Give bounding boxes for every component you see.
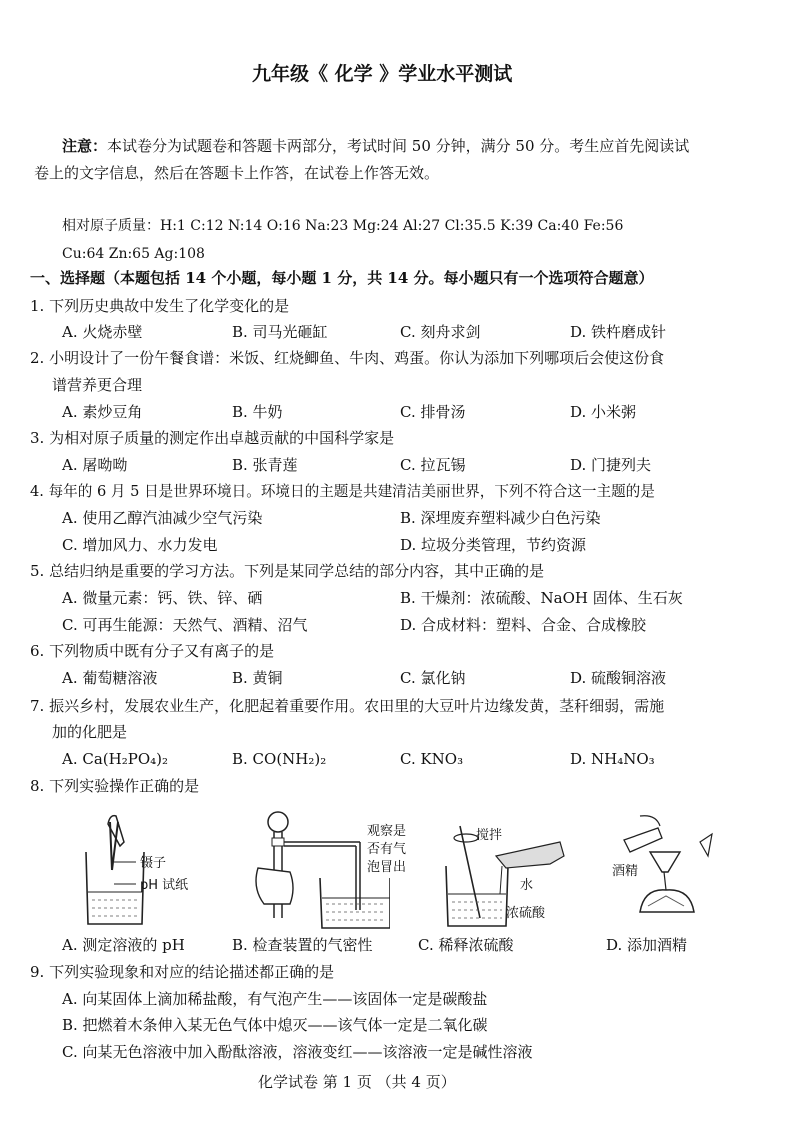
- question-2-stem: 2. 小明设计了一份午餐食谱：米饭、红烧鲫鱼、牛肉、鸡蛋。你认为添加下列哪项后会使这份食: [30, 349, 665, 367]
- notice-line-1: [62, 136, 689, 156]
- q8-option-d: D. 添加酒精: [606, 936, 688, 954]
- q8-option-c: C. 稀释浓硫酸: [418, 936, 514, 954]
- q9-option-c: C. 向某无色溶液中加入酚酞溶液，溶液变红——该溶液一定是碱性溶液: [62, 1043, 533, 1061]
- q8-option-b: B. 检查装置的气密性: [232, 936, 373, 954]
- q3-option-b: B. 张青莲: [232, 456, 298, 474]
- q2-option-c: C. 排骨汤: [400, 403, 466, 421]
- q9-option-b: B. 把燃着木条伸入某无色气体中熄灭——该气体一定是二氧化碳: [62, 1016, 488, 1034]
- label-conc-acid: 浓硫酸: [506, 906, 546, 921]
- notice-line-2: 卷上的文字信息，然后在答题卡上作答，在试卷上作答无效。: [34, 164, 440, 182]
- q8-option-a: A. 测定溶液的 pH: [62, 936, 185, 954]
- page-footer: 化学试卷 第 1 页 （共 4 页）: [258, 1073, 456, 1091]
- q4-option-a: A. 使用乙醇汽油减少空气污染: [62, 509, 263, 527]
- q5-option-a: A. 微量元素：钙、铁、锌、硒: [62, 589, 263, 607]
- label-ph-paper: pH 试纸: [140, 878, 189, 893]
- q2-option-b: B. 牛奶: [232, 403, 283, 421]
- q6-option-b: B. 黄铜: [232, 669, 283, 687]
- notice-text-1: 本试卷分为试题卷和答题卡两部分，考试时间 50 分钟，满分 50 分。考生应首先阅读试: [107, 137, 690, 155]
- q7-option-a: A. Ca(H₂PO₄)₂: [62, 750, 169, 768]
- q6-option-d: D. 硫酸铜溶液: [570, 669, 667, 687]
- question-2-stem-cont: 谱营养更合理: [52, 376, 143, 394]
- q4-option-d: D. 垃圾分类管理，节约资源: [400, 536, 587, 554]
- page-title: 九年级《 化学 》学业水平测试: [252, 63, 513, 85]
- label-stir: 搅拌: [476, 828, 503, 843]
- q5-option-d: D. 合成材料：塑料、合金、合成橡胶: [400, 616, 647, 634]
- label-tweezers: 镊子: [140, 856, 167, 871]
- q5-option-b: B. 干燥剂：浓硫酸、NaOH 固体、生石灰: [400, 589, 683, 607]
- q1-option-c: C. 刻舟求剑: [400, 323, 481, 341]
- q1-option-b: B. 司马光砸缸: [232, 323, 328, 341]
- question-4-stem: 4. 每年的 6 月 5 日是世界环境日。环境日的主题是共建清洁美丽世界，下列不符合这一主题的是: [30, 483, 655, 500]
- question-7-stem-cont: 加的化肥是: [52, 723, 128, 741]
- q3-option-c: C. 拉瓦锡: [400, 456, 466, 474]
- q7-option-d: D. NH₄NO₃: [570, 750, 655, 768]
- question-3-stem: 3. 为相对原子质量的测定作出卓越贡献的中国科学家是: [30, 429, 395, 447]
- question-1-stem: 1. 下列历史典故中发生了化学变化的是: [30, 297, 290, 315]
- figure-c-dilution: [440, 822, 570, 930]
- q2-option-d: D. 小米粥: [570, 403, 637, 421]
- label-observe-1: 观察是: [367, 824, 407, 839]
- label-alcohol: 酒精: [612, 864, 639, 879]
- section-heading: 一、选择题（本题包括 14 个小题，每小题 1 分，共 14 分。每小题只有一个选项符合题意）: [30, 269, 654, 287]
- q7-option-c: C. KNO₃: [400, 750, 464, 768]
- question-8-stem: 8. 下列实验操作正确的是: [30, 777, 200, 795]
- q9-option-a: A. 向某固体上滴加稀盐酸，有气泡产生——该固体一定是碳酸盐: [62, 990, 488, 1008]
- q2-option-a: A. 素炒豆角: [62, 403, 143, 421]
- q1-option-a: A. 火烧赤壁: [62, 323, 143, 341]
- question-7-stem: 7. 振兴乡村，发展农业生产，化肥起着重要作用。农田里的大豆叶片边缘发黄，茎秆细弱，需施: [30, 697, 665, 715]
- q7-option-b: B. CO(NH₂)₂: [232, 750, 327, 768]
- notice-label: 注意：: [62, 137, 108, 155]
- q4-option-c: C. 增加风力、水力发电: [62, 536, 218, 554]
- q3-option-a: A. 屠呦呦: [62, 456, 128, 474]
- label-water: 水: [520, 878, 534, 893]
- q6-option-c: C. 氯化钠: [400, 669, 466, 687]
- q4-option-b: B. 深埋废弃塑料减少白色污染: [400, 509, 601, 527]
- q6-option-a: A. 葡萄糖溶液: [62, 669, 158, 687]
- question-6-stem: 6. 下列物质中既有分子又有离子的是: [30, 642, 275, 660]
- label-observe-2: 否有气: [367, 842, 407, 857]
- atomic-mass-line-1: 相对原子质量：H:1 C:12 N:14 O:16 Na:23 Mg:24 Al:27 Cl:35.5 K:39 Ca:40 Fe:56: [62, 218, 624, 234]
- atomic-mass-line-2: Cu:64 Zn:65 Ag:108: [62, 246, 205, 262]
- question-5-stem: 5. 总结归纳是重要的学习方法。下列是某同学总结的部分内容，其中正确的是: [30, 562, 545, 580]
- q3-option-d: D. 门捷列夫: [570, 456, 652, 474]
- q1-option-d: D. 铁杵磨成针: [570, 323, 667, 341]
- q5-option-c: C. 可再生能源：天然气、酒精、沼气: [62, 616, 308, 634]
- label-observe-3: 泡冒出: [367, 860, 407, 875]
- question-9-stem: 9. 下列实验现象和对应的结论描述都正确的是: [30, 963, 335, 981]
